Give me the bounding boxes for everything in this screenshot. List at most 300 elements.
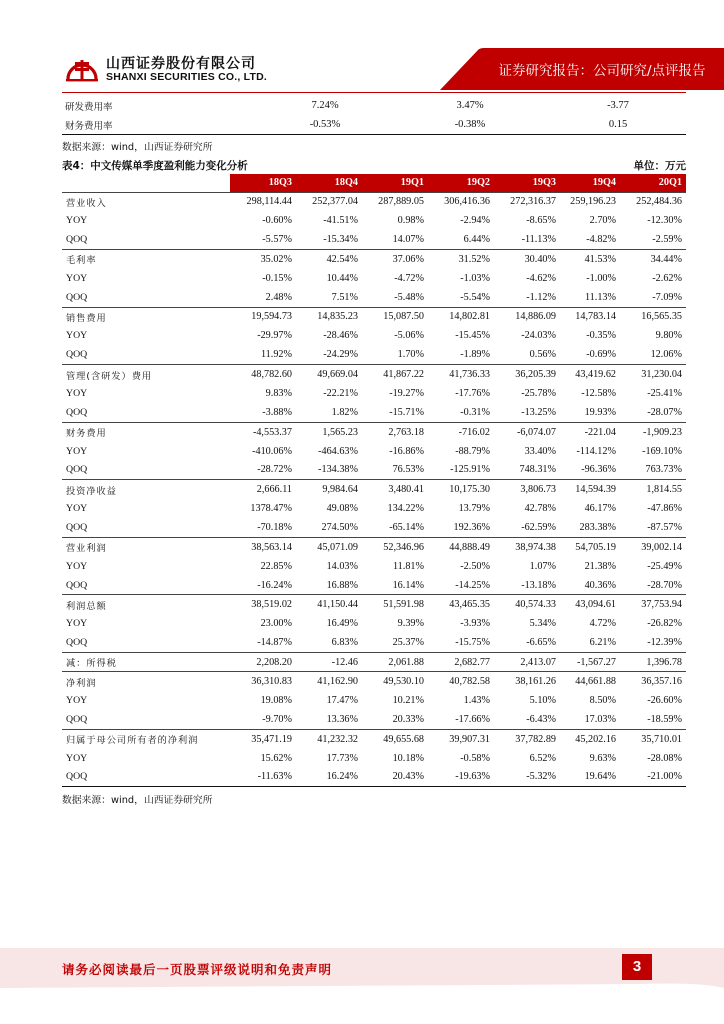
row-label: 净利润 — [62, 672, 230, 691]
table-cell: -4.62% — [526, 272, 556, 284]
table-row — [62, 384, 686, 403]
table-cell: -28.70% — [647, 579, 682, 591]
table-cell: -13.25% — [521, 406, 556, 418]
table-row — [62, 748, 686, 767]
table-cell: 15,087.50 — [362, 307, 428, 326]
table-row — [62, 653, 686, 672]
table-row — [62, 710, 686, 729]
cell: -0.53% — [309, 119, 341, 130]
table-cell: 1.70% — [397, 349, 424, 361]
table-cell: 6.83% — [331, 637, 358, 649]
table-cell: 20.43% — [362, 768, 428, 787]
cell: 3.47% — [456, 100, 484, 111]
table-cell: 35.02% — [230, 250, 296, 269]
table-cell: 16.24% — [296, 768, 362, 787]
table-cell: 1,814.55 — [620, 480, 686, 499]
row-label: 销售费用 — [62, 307, 230, 326]
cell: 0.15 — [608, 119, 628, 130]
table-cell: 44,888.49 — [428, 537, 494, 556]
table-cell: 17.03% — [584, 713, 616, 725]
table-cell: 2,061.88 — [362, 653, 428, 672]
table-cell: -24.03% — [521, 330, 556, 342]
table-cell: 2,208.20 — [230, 653, 296, 672]
table-cell: 45,071.09 — [296, 537, 362, 556]
table-cell: 2.48% — [265, 291, 292, 303]
table-cell: -6.43% — [526, 713, 556, 725]
table-cell: 21.38% — [584, 560, 616, 572]
table-cell: 17.47% — [326, 694, 358, 706]
table-cell: 48,782.60 — [230, 365, 296, 384]
table-cell: -12.46 — [296, 653, 362, 672]
table-cell: 16.14% — [392, 579, 424, 591]
row-label: QOQ — [66, 579, 88, 591]
table-cell: 40,574.33 — [494, 595, 560, 614]
table-cell: -1.03% — [460, 272, 490, 284]
table-body — [62, 192, 686, 787]
table-cell: -87.57% — [647, 522, 682, 534]
table-unit: 单位：万元 — [633, 160, 686, 172]
table-cell: 287,889.05 — [362, 192, 428, 211]
table-cell: 43,465.35 — [428, 595, 494, 614]
row-label: 营业收入 — [62, 192, 230, 211]
table-cell: 49,530.10 — [362, 672, 428, 691]
table-cell: -134.38% — [318, 464, 358, 476]
header-corner — [62, 174, 230, 192]
table-cell: 41,867.22 — [362, 365, 428, 384]
table-cell: 42.78% — [524, 503, 556, 515]
row-label: 财务费用率 — [65, 120, 113, 132]
page-header — [0, 0, 724, 96]
table-cell: 35,471.19 — [230, 729, 296, 748]
row-label: YOY — [66, 445, 88, 457]
table-cell: 49,655.68 — [362, 729, 428, 748]
table-cell: 0.98% — [397, 215, 424, 227]
table-cell: 31.52% — [428, 250, 494, 269]
table-cell: 10.18% — [392, 752, 424, 764]
table-cell: 30.40% — [494, 250, 560, 269]
continued-ratio-table — [62, 96, 686, 134]
table-cell: 283.38% — [579, 522, 616, 534]
table-cell: 39,002.14 — [620, 537, 686, 556]
column-header: 19Q2 — [428, 174, 494, 192]
table-row — [62, 230, 686, 249]
table-cell: 11.13% — [584, 291, 616, 303]
table-cell: 9,984.64 — [296, 480, 362, 499]
table-cell: 10.44% — [326, 272, 358, 284]
table-cell: -1.89% — [460, 349, 490, 361]
column-header: 19Q4 — [560, 174, 620, 192]
table-cell: 20.33% — [392, 713, 424, 725]
table-cell: 40,782.58 — [428, 672, 494, 691]
row-label: QOQ — [66, 234, 88, 246]
table-cell: 19.64% — [560, 768, 620, 787]
row-label: 利润总额 — [62, 595, 230, 614]
table-cell: 13.36% — [326, 713, 358, 725]
cell: 7.24% — [311, 100, 339, 111]
table-cell: 9.63% — [589, 752, 616, 764]
table-cell: 38,161.26 — [494, 672, 560, 691]
table-cell: 51,591.98 — [362, 595, 428, 614]
table-cell: -17.76% — [455, 387, 490, 399]
table-cell: -5.48% — [394, 291, 424, 303]
table-cell: 16.88% — [326, 579, 358, 591]
row-label: 归属于母公司所有者的净利润 — [62, 729, 230, 748]
table-cell: 298,114.44 — [230, 192, 296, 211]
table-cell: 76.53% — [392, 464, 424, 476]
table-cell: 14,594.39 — [560, 480, 620, 499]
table-cell: -15.45% — [455, 330, 490, 342]
table-row — [62, 326, 686, 345]
table-cell: 9.83% — [265, 387, 292, 399]
table-row — [62, 768, 686, 787]
table-cell: 42.54% — [296, 250, 362, 269]
table-cell: -29.97% — [257, 330, 292, 342]
table-row — [62, 403, 686, 422]
table-cell: 11.92% — [260, 349, 292, 361]
table-cell: 11.81% — [392, 560, 424, 572]
table-cell: -2.62% — [652, 272, 682, 284]
column-header: 18Q3 — [230, 174, 296, 192]
table-cell: 52,346.96 — [362, 537, 428, 556]
table-cell: -7.09% — [652, 291, 682, 303]
table-cell: 19,594.73 — [230, 307, 296, 326]
table-cell: 259,196.23 — [560, 192, 620, 211]
table-cell: 41,736.33 — [428, 365, 494, 384]
table-row — [62, 96, 686, 115]
table-cell: -65.14% — [389, 522, 424, 534]
table-title: 表4：中文传媒单季度盈利能力变化分析 — [62, 160, 248, 172]
table-row — [62, 729, 686, 748]
table-row — [62, 633, 686, 652]
table-cell: -15.34% — [323, 234, 358, 246]
row-label: YOY — [66, 618, 88, 630]
table-cell: 14,802.81 — [428, 307, 494, 326]
table-row — [62, 365, 686, 384]
column-header: 20Q1 — [620, 174, 686, 192]
table-cell: 3,480.41 — [362, 480, 428, 499]
table-cell: -11.63% — [230, 768, 296, 787]
table-cell: 36,205.39 — [494, 365, 560, 384]
table-cell: 1.82% — [331, 406, 358, 418]
table-cell: 1.07% — [529, 560, 556, 572]
table-cell: -41.51% — [323, 215, 358, 227]
table-cell: -16.86% — [389, 445, 424, 457]
table-row — [62, 192, 686, 211]
table-cell: 252,484.36 — [620, 192, 686, 211]
table-row — [62, 576, 686, 595]
row-label: QOQ — [66, 637, 88, 649]
data-source-bottom: 数据来源：wind，山西证券研究所 — [62, 795, 213, 806]
table-cell: -125.91% — [450, 464, 490, 476]
table-cell: 748.31% — [519, 464, 556, 476]
column-header: 18Q4 — [296, 174, 362, 192]
table-cell: 272,316.37 — [494, 192, 560, 211]
row-label: QOQ — [62, 768, 230, 787]
quarterly-profit-table — [62, 174, 686, 787]
table-row — [62, 115, 686, 134]
table-cell: -88.79% — [455, 445, 490, 457]
disclaimer-text: 请务必阅读最后一页股票评级说明和免责声明 — [62, 962, 333, 977]
table-cell: 16.49% — [326, 618, 358, 630]
table-cell: 2,666.11 — [230, 480, 296, 499]
table-cell: 43,419.62 — [560, 365, 620, 384]
table-cell: -3.88% — [262, 406, 292, 418]
table-cell: -1,909.23 — [620, 422, 686, 441]
row-label: 投资净收益 — [62, 480, 230, 499]
row-label: QOQ — [66, 522, 88, 534]
table-cell: 1.43% — [463, 694, 490, 706]
table-cell: 7.51% — [331, 291, 358, 303]
table-cell: 14,886.09 — [494, 307, 560, 326]
row-label: YOY — [66, 330, 88, 342]
table-row — [62, 307, 686, 326]
table-cell: 306,416.36 — [428, 192, 494, 211]
report-type-label: 证券研究报告：公司研究/点评报告 — [498, 63, 706, 79]
table-cell: 17.73% — [326, 752, 358, 764]
table-cell: -26.82% — [647, 618, 682, 630]
table-cell: -2.50% — [460, 560, 490, 572]
table-row — [62, 461, 686, 480]
row-label: 毛利率 — [62, 250, 230, 269]
table-cell: -19.63% — [428, 768, 494, 787]
table-cell: -6.65% — [526, 637, 556, 649]
table-cell: -1,567.27 — [560, 653, 620, 672]
row-label: YOY — [66, 387, 88, 399]
table-cell: -8.65% — [526, 215, 556, 227]
table-cell: -4.72% — [394, 272, 424, 284]
row-label: 管理(含研发）费用 — [62, 365, 230, 384]
table-cell: 54,705.19 — [560, 537, 620, 556]
row-label: QOQ — [66, 291, 88, 303]
table-row — [62, 211, 686, 230]
table-cell: 38,974.38 — [494, 537, 560, 556]
table-cell: 3,806.73 — [494, 480, 560, 499]
row-label: YOY — [66, 560, 88, 572]
table-cell: -13.18% — [521, 579, 556, 591]
table-cell: 274.50% — [321, 522, 358, 534]
table-cell: -9.70% — [262, 713, 292, 725]
table-cell: 38,519.02 — [230, 595, 296, 614]
row-label: QOQ — [66, 713, 88, 725]
table-cell: 252,377.04 — [296, 192, 362, 211]
table-cell: 34.44% — [620, 250, 686, 269]
table-cell: 23.00% — [260, 618, 292, 630]
table-cell: 37,782.89 — [494, 729, 560, 748]
table-cell: 49.08% — [326, 503, 358, 515]
table-cell: -716.02 — [428, 422, 494, 441]
table-cell: 22.85% — [260, 560, 292, 572]
table-cell: 8.50% — [589, 694, 616, 706]
table-row — [62, 614, 686, 633]
row-label: YOY — [66, 215, 88, 227]
table-cell: -14.25% — [455, 579, 490, 591]
table-cell: 13.79% — [458, 503, 490, 515]
table-cell: -12.39% — [647, 637, 682, 649]
table-cell: -0.60% — [262, 215, 292, 227]
table-cell: -15.71% — [389, 406, 424, 418]
header-divider — [62, 92, 686, 93]
row-label: 减：所得税 — [62, 653, 230, 672]
table-cell: -169.10% — [642, 445, 682, 457]
table-cell: -62.59% — [521, 522, 556, 534]
table-cell: 38,563.14 — [230, 537, 296, 556]
table-cell: 14.07% — [392, 234, 424, 246]
page-footer — [0, 948, 724, 996]
table-cell: -5.06% — [394, 330, 424, 342]
cell: -3.77 — [607, 100, 629, 111]
table-cell: 2.70% — [589, 215, 616, 227]
table-cell: -0.58% — [460, 752, 490, 764]
row-label: 财务费用 — [62, 422, 230, 441]
row-label: YOY — [66, 503, 88, 515]
table-cell: -410.06% — [252, 445, 292, 457]
row-label: 营业利润 — [62, 537, 230, 556]
table-cell: -1.00% — [586, 272, 616, 284]
report-type-banner — [440, 48, 724, 90]
table-cell: -221.04 — [560, 422, 620, 441]
table-cell: -26.60% — [647, 694, 682, 706]
table-cell: 192.36% — [453, 522, 490, 534]
table-cell: 134.22% — [387, 503, 424, 515]
table-cell: 2,413.07 — [494, 653, 560, 672]
table-cell: 4.72% — [589, 618, 616, 630]
table-cell: 45,202.16 — [560, 729, 620, 748]
company-name-en: SHANXI SECURITIES CO., LTD. — [106, 71, 267, 83]
row-label: 研发费用率 — [65, 101, 113, 113]
table-cell: 36,357.16 — [620, 672, 686, 691]
table-cell: 2,763.18 — [362, 422, 428, 441]
table-row — [62, 250, 686, 269]
company-logo-icon — [64, 52, 100, 84]
table-cell: 41,232.32 — [296, 729, 362, 748]
table-cell: 19.93% — [584, 406, 616, 418]
table-cell: -28.08% — [647, 752, 682, 764]
table-cell: -24.29% — [323, 349, 358, 361]
table-cell: 44,661.88 — [560, 672, 620, 691]
table-cell: 39,907.31 — [428, 729, 494, 748]
table-bottom-rule — [62, 134, 686, 135]
table-cell: -4.82% — [586, 234, 616, 246]
table-row — [62, 518, 686, 537]
table-row — [62, 537, 686, 556]
table-cell: -1.12% — [526, 291, 556, 303]
data-source-top: 数据来源：wind，山西证券研究所 — [62, 142, 213, 153]
table-cell: -25.49% — [647, 560, 682, 572]
company-name-cn: 山西证券股份有限公司 — [106, 56, 256, 72]
table-cell: 5.10% — [529, 694, 556, 706]
table-cell: -5.54% — [460, 291, 490, 303]
row-label: QOQ — [66, 464, 88, 476]
table-cell: -22.21% — [323, 387, 358, 399]
table-cell: 12.06% — [650, 349, 682, 361]
table-cell: -3.93% — [460, 618, 490, 630]
table-cell: 1,565.23 — [296, 422, 362, 441]
table-cell: -0.15% — [262, 272, 292, 284]
table-cell: -0.31% — [460, 406, 490, 418]
table-cell: 14,835.23 — [296, 307, 362, 326]
table-cell: -0.69% — [586, 349, 616, 361]
table-row — [62, 480, 686, 499]
table-row — [62, 346, 686, 365]
table-cell: 14,783.14 — [560, 307, 620, 326]
column-header: 19Q3 — [494, 174, 560, 192]
row-label: YOY — [66, 752, 88, 764]
table-cell: -2.94% — [460, 215, 490, 227]
table-cell: 9.80% — [655, 330, 682, 342]
table-cell: 10,175.30 — [428, 480, 494, 499]
table-cell: 1378.47% — [250, 503, 292, 515]
table-cell: -25.78% — [521, 387, 556, 399]
row-label: QOQ — [66, 349, 88, 361]
table-cell: 9.39% — [397, 618, 424, 630]
table-cell: 2,682.77 — [428, 653, 494, 672]
table-cell: 1,396.78 — [620, 653, 686, 672]
table-cell: 37.06% — [362, 250, 428, 269]
table-cell: -96.36% — [581, 464, 616, 476]
table-cell: 31,230.04 — [620, 365, 686, 384]
table-cell: 6.44% — [463, 234, 490, 246]
table-cell: -15.75% — [455, 637, 490, 649]
row-label: YOY — [66, 694, 88, 706]
table-cell: 10.21% — [392, 694, 424, 706]
table-cell: -0.35% — [586, 330, 616, 342]
table-cell: -14.87% — [257, 637, 292, 649]
table-row — [62, 269, 686, 288]
table-cell: 16,565.35 — [620, 307, 686, 326]
row-label: YOY — [66, 272, 88, 284]
table-cell: -28.07% — [647, 406, 682, 418]
table-cell: 5.34% — [529, 618, 556, 630]
table-cell: 25.37% — [392, 637, 424, 649]
table-cell: -18.59% — [647, 713, 682, 725]
table-cell: 41,162.90 — [296, 672, 362, 691]
table-cell: 41,150.44 — [296, 595, 362, 614]
table-cell: -6,074.07 — [494, 422, 560, 441]
table-row — [62, 499, 686, 518]
cell: -0.38% — [454, 119, 486, 130]
table-cell: -12.30% — [647, 215, 682, 227]
table-cell: 43,094.61 — [560, 595, 620, 614]
table-cell: 763.73% — [645, 464, 682, 476]
table-cell: 40.36% — [584, 579, 616, 591]
table-cell: 35,710.01 — [620, 729, 686, 748]
table-cell: -5.57% — [262, 234, 292, 246]
table-cell: 49,669.04 — [296, 365, 362, 384]
table-cell: 37,753.94 — [620, 595, 686, 614]
table-cell: 33.40% — [524, 445, 556, 457]
table-cell: -114.12% — [576, 445, 616, 457]
table-cell: 15.62% — [260, 752, 292, 764]
table-cell: 36,310.83 — [230, 672, 296, 691]
page-number: 3 — [622, 954, 652, 980]
table-cell: 0.56% — [529, 349, 556, 361]
row-label: QOQ — [66, 406, 88, 418]
table-cell: -2.59% — [652, 234, 682, 246]
table-row — [62, 422, 686, 441]
table-row — [62, 288, 686, 307]
table-cell: 6.52% — [529, 752, 556, 764]
table-cell: -25.41% — [647, 387, 682, 399]
table-row — [62, 441, 686, 460]
table-cell: -464.63% — [318, 445, 358, 457]
table-cell: -28.72% — [257, 464, 292, 476]
table-cell: -11.13% — [521, 234, 556, 246]
table-cell: 19.08% — [260, 694, 292, 706]
table-cell: -70.18% — [257, 522, 292, 534]
table-cell: -4,553.37 — [230, 422, 296, 441]
table-cell: -5.32% — [494, 768, 560, 787]
table-cell: -47.86% — [647, 503, 682, 515]
